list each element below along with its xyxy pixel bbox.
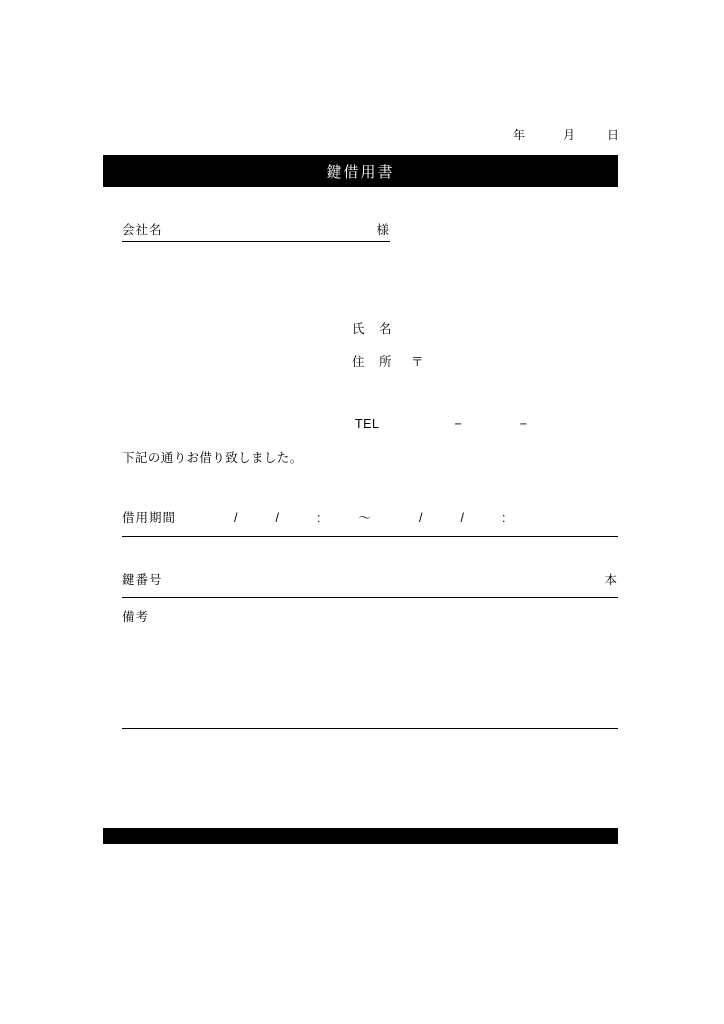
tel-dash-2: − (519, 417, 528, 431)
bottom-black-bar (103, 828, 618, 844)
period-slash-2: / (275, 511, 279, 525)
date-month-label: 月 (562, 128, 576, 142)
company-honorific-label: 様 (376, 223, 390, 237)
period-slash-4: / (460, 511, 464, 525)
company-name-row (122, 220, 390, 242)
borrow-period-label: 借用期間 (122, 511, 177, 525)
key-number-unit: 本 (604, 573, 618, 587)
period-slash-3: / (418, 511, 423, 525)
key-number-row (122, 570, 618, 598)
tel-dash-1: − (454, 417, 462, 431)
document-title: 鍵借用書 (326, 163, 395, 181)
document-title-bar (103, 155, 618, 187)
date-year-label: 年 (512, 128, 526, 142)
key-number-label: 鍵番号 (122, 573, 163, 587)
statement-text: 下記の通りお借り致しました。 (122, 451, 303, 465)
company-name-label: 会社名 (122, 223, 163, 237)
recipient-name-field (352, 319, 393, 337)
period-tilde: 〜 (358, 511, 371, 525)
recipient-name-label: 氏 名 (352, 322, 393, 336)
remarks-rule (122, 728, 618, 729)
borrow-period-row (122, 508, 618, 537)
date-line (430, 126, 620, 143)
postal-mark-icon: 〒 (411, 355, 425, 369)
recipient-tel-field (355, 417, 555, 431)
recipient-address-field (352, 352, 425, 370)
period-colon-2: : (501, 511, 506, 525)
date-day-label: 日 (606, 128, 620, 142)
period-slash-1: / (234, 511, 238, 525)
recipient-address-label: 住 所 (352, 355, 393, 369)
tel-label: TEL (355, 417, 380, 431)
period-colon-1: : (316, 511, 321, 525)
remarks-label: 備考 (122, 610, 150, 624)
